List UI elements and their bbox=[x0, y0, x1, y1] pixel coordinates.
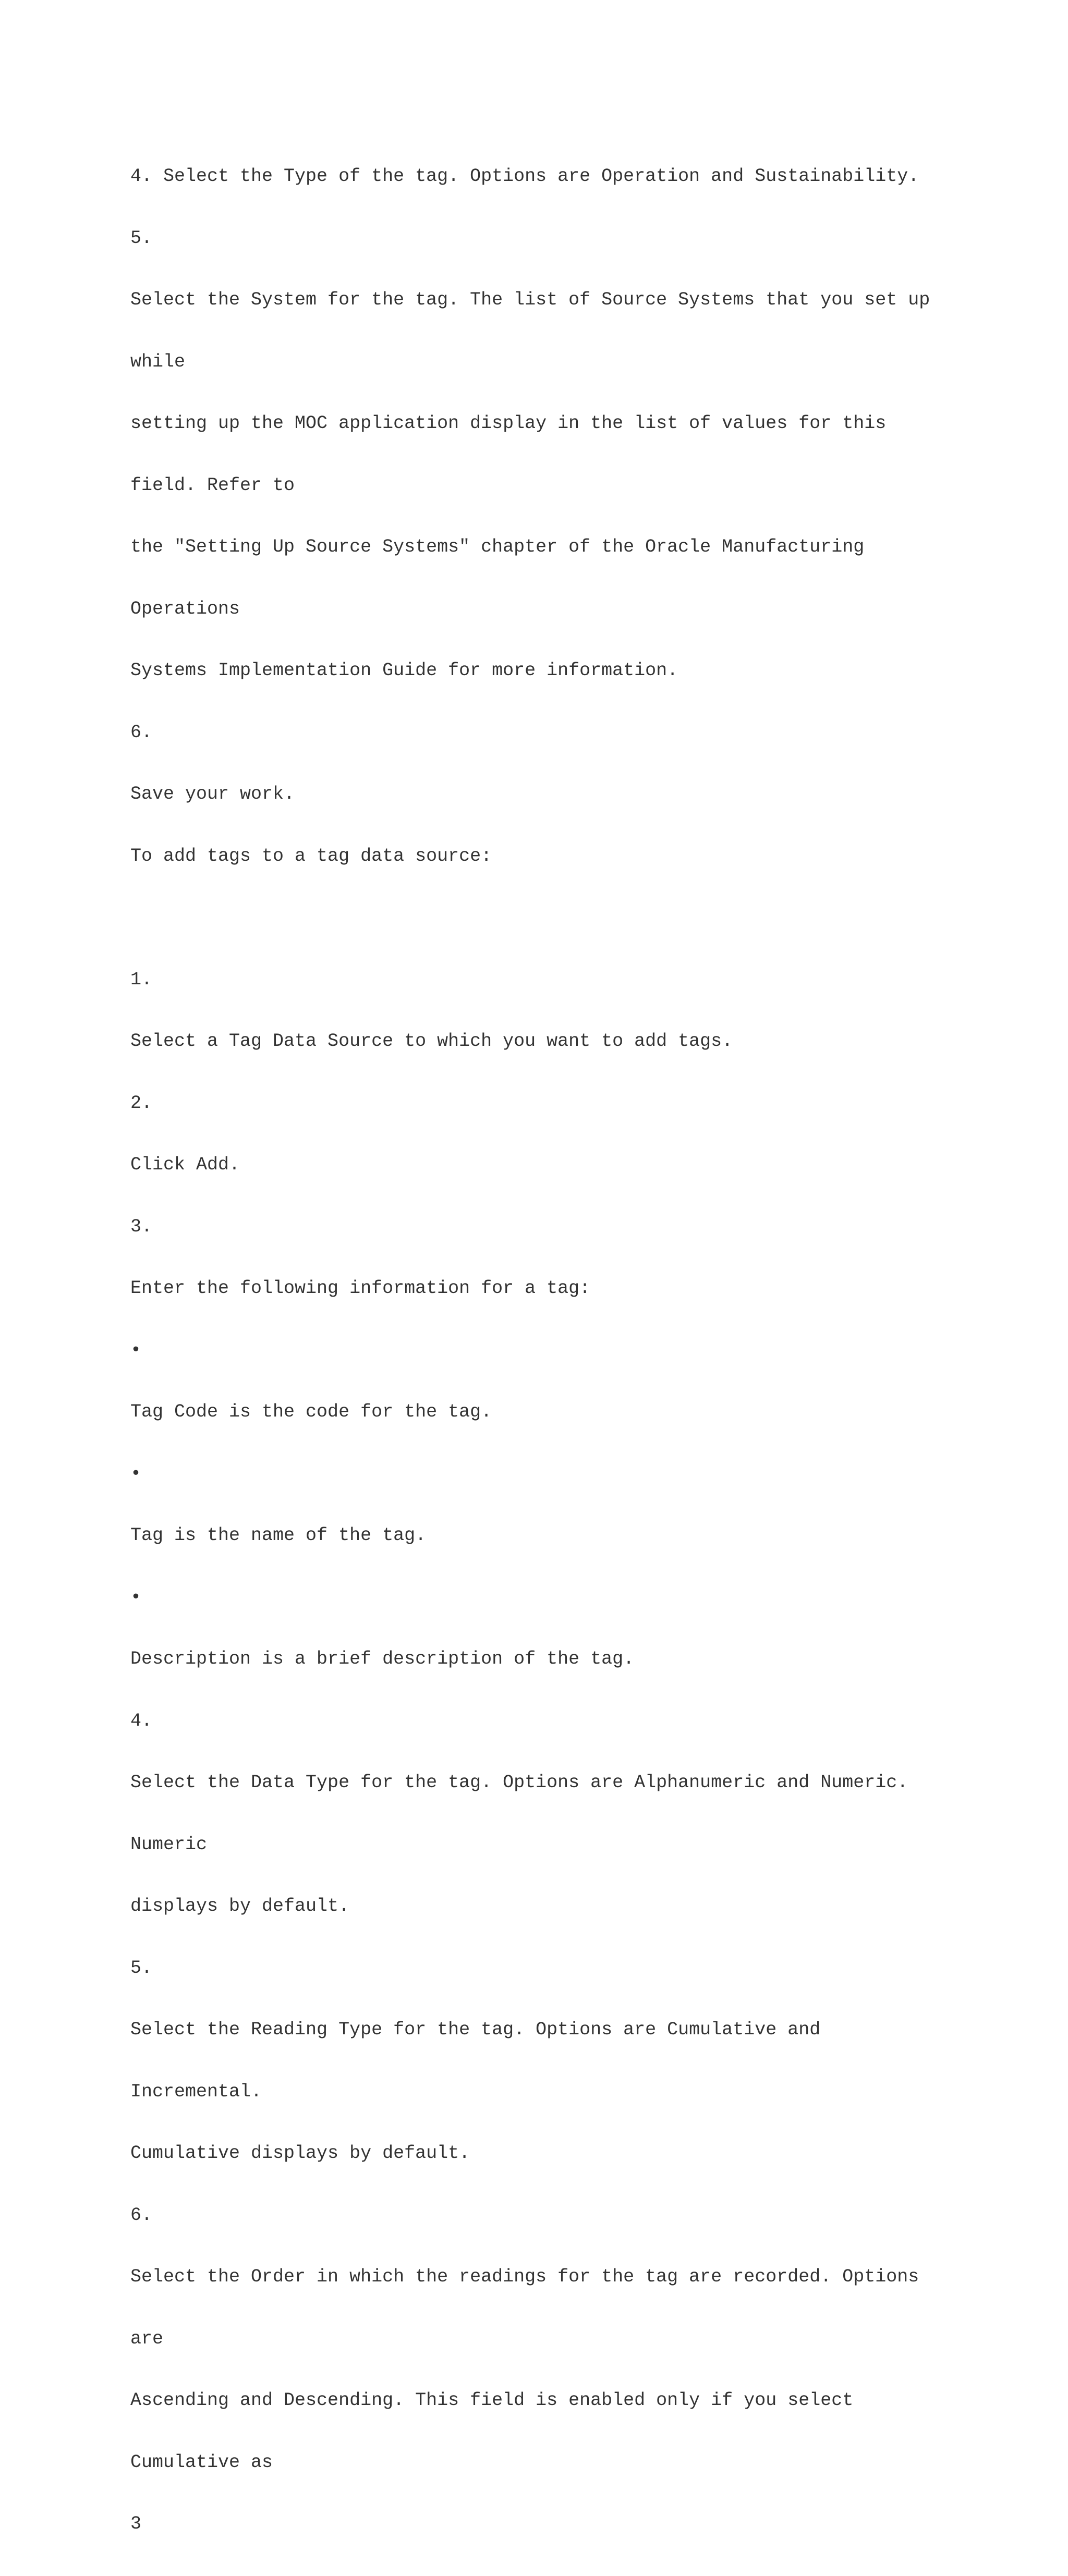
blank-line bbox=[130, 908, 1017, 929]
text-line: Select a Tag Data Source to which you want to add tags. bbox=[130, 1031, 733, 1052]
text-line: Description is a brief description of the tag. bbox=[130, 1649, 635, 1669]
text-line: 3. bbox=[130, 1216, 153, 1237]
text-line: 6. bbox=[130, 2204, 153, 2226]
text-line: Tag Code is the code for the tag. bbox=[130, 1401, 492, 1422]
text-line: Incremental. bbox=[130, 2081, 262, 2102]
text-line: To add tags to a tag data source: bbox=[130, 845, 492, 866]
text-line: Save your work. bbox=[130, 784, 295, 804]
text-line: displays by default. bbox=[130, 1896, 350, 1916]
text-line: Systems Implementation Guide for more information. bbox=[130, 660, 678, 681]
text-line: Cumulative as bbox=[130, 2451, 273, 2473]
bullet: • bbox=[130, 1586, 142, 1608]
text-line: setting up the MOC application display in the list of values for this bbox=[130, 413, 887, 434]
text-line: Ascending and Descending. This field is enabled only if you select bbox=[130, 2390, 854, 2411]
text-line: 4. bbox=[130, 1710, 153, 1731]
text-line: 1. bbox=[130, 969, 153, 990]
bullet: • bbox=[130, 1339, 142, 1361]
text-line: Select the Data Type for the tag. Options are Alphanumeric and Numeric. bbox=[130, 1772, 908, 1793]
text-line: Select the System for the tag. The list of Source Systems that you set up bbox=[130, 289, 930, 310]
text-line: 4. Select the Type of the tag. Options are Operation and Sustainability. bbox=[130, 166, 919, 187]
text-line: Cumulative displays by default. bbox=[130, 2143, 470, 2164]
text-line: field. Refer to bbox=[130, 474, 295, 496]
text-line: Select the Reading Type for the tag. Options are Cumulative and bbox=[130, 2019, 821, 2040]
text-line: Operations bbox=[130, 598, 240, 619]
document-body bbox=[130, 125, 1017, 2576]
text-line: Click Add. bbox=[130, 1154, 240, 1175]
text-line: while bbox=[130, 351, 186, 372]
text-line: 5. bbox=[130, 1957, 153, 1979]
text-line: 5. bbox=[130, 227, 153, 249]
text-line: are bbox=[130, 2328, 164, 2349]
text-line: Numeric bbox=[130, 1834, 208, 1855]
text-line: the "Setting Up Source Systems" chapter of the Oracle Manufacturing bbox=[130, 536, 865, 557]
bullet: • bbox=[130, 1463, 142, 1484]
text-line: 2. bbox=[130, 1092, 153, 1114]
text-line: Select the Order in which the readings for the tag are recorded. Options bbox=[130, 2266, 919, 2287]
page-number: 3 bbox=[130, 2513, 142, 2534]
text-line: 6. bbox=[130, 722, 153, 743]
text-line: Tag is the name of the tag. bbox=[130, 1525, 427, 1546]
text-line: Enter the following information for a tag: bbox=[130, 1278, 591, 1299]
